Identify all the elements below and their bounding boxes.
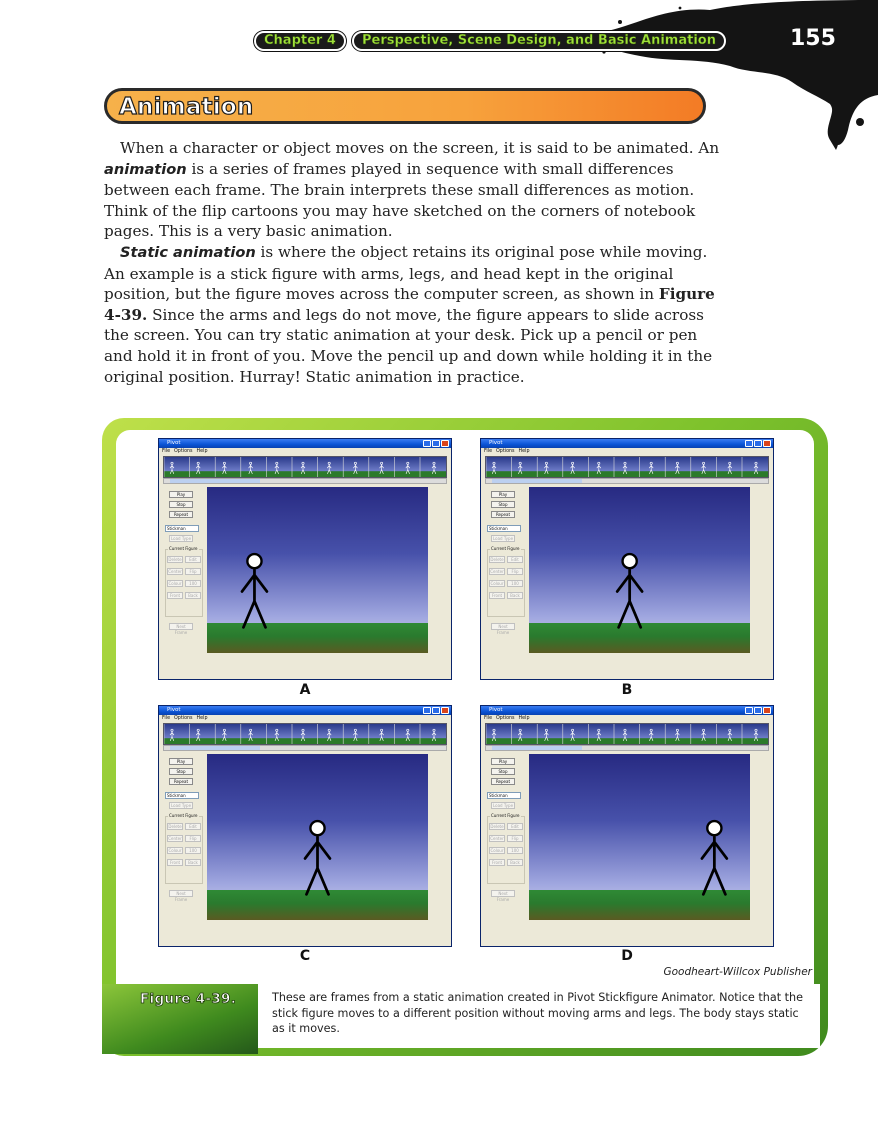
- thumbnail-stickman: [544, 729, 548, 741]
- timeline-thumbnails: [486, 724, 768, 744]
- thumbnail-stickman: [544, 462, 548, 474]
- pivot-window-d: [480, 705, 774, 947]
- thumbnail-stickman: [675, 729, 679, 741]
- vertical-scrollbar[interactable]: [430, 754, 436, 944]
- thumbnail-stickman: [406, 729, 410, 741]
- stick-figure-layer: [207, 487, 428, 653]
- title-bar: [481, 439, 773, 448]
- thumbnail-stickman: [518, 462, 522, 474]
- thumbnail-stickman: [353, 729, 357, 741]
- scrollbar-thumb[interactable]: [170, 479, 260, 483]
- control-panel: [163, 754, 207, 942]
- figure-action-button[interactable]: Flip: [507, 568, 523, 575]
- play-button[interactable]: Play: [491, 758, 515, 765]
- pivot-window-b: [480, 438, 774, 680]
- window-controls: [423, 440, 449, 447]
- page-number: 155: [790, 26, 836, 51]
- minimize-button[interactable]: [423, 707, 431, 714]
- panel-letter-a: A: [299, 682, 311, 698]
- chapter-label: Chapter 4: [254, 31, 346, 51]
- stop-button[interactable]: Stop: [169, 501, 193, 508]
- thumbnail-stickman: [275, 729, 279, 741]
- figure-action-button[interactable]: 100: [507, 580, 523, 587]
- thumbnail-stickman: [327, 462, 331, 474]
- minimize-button[interactable]: [745, 707, 753, 714]
- stick-figure-head[interactable]: [311, 821, 325, 835]
- figure-action-button[interactable]: Edit: [185, 556, 201, 563]
- stick-figure-head[interactable]: [248, 554, 262, 568]
- figure-action-button[interactable]: Back: [507, 592, 523, 599]
- figure-action-button[interactable]: Flip: [185, 835, 201, 842]
- animation-canvas[interactable]: [529, 754, 750, 920]
- window-controls: [745, 707, 771, 714]
- load-type-button[interactable]: Load Type: [492, 803, 514, 808]
- current-figure-label: Current Figure: [169, 546, 198, 551]
- figure-action-button[interactable]: 100: [185, 580, 201, 587]
- vertical-scrollbar[interactable]: [752, 487, 758, 677]
- minimize-button[interactable]: [745, 440, 753, 447]
- menu-item-options[interactable]: Options: [174, 716, 193, 721]
- figure-action-button[interactable]: Front: [167, 592, 183, 599]
- thumbnail-stickman: [492, 462, 496, 474]
- load-type-button[interactable]: Load Type: [170, 803, 192, 808]
- vertical-scrollbar[interactable]: [752, 754, 758, 944]
- figure-type-select[interactable]: Stickman: [487, 525, 521, 532]
- figure-action-button[interactable]: Flip: [507, 835, 523, 842]
- thumbnail-stickman: [380, 729, 384, 741]
- timeline-scrollbar[interactable]: [485, 745, 769, 751]
- window-title: Pivot: [167, 440, 181, 446]
- thumbnail-stickman: [623, 462, 627, 474]
- figure-action-button[interactable]: Back: [185, 859, 201, 866]
- next-frame-button[interactable]: Next Frame: [491, 890, 515, 897]
- thumbnail-stickman: [170, 729, 174, 741]
- thumbnail-stickman: [301, 729, 305, 741]
- vertical-scrollbar[interactable]: [430, 487, 436, 677]
- close-button[interactable]: [763, 440, 771, 447]
- menu-item-help[interactable]: Help: [518, 449, 530, 454]
- section-title: Animation: [119, 94, 254, 120]
- thumbnail-stickman: [702, 729, 706, 741]
- stick-figure-layer: [529, 754, 750, 920]
- menu-item-options[interactable]: Options: [174, 449, 193, 454]
- repeat-checkbox[interactable]: Repeat: [491, 778, 515, 785]
- current-figure-label: Current Figure: [491, 546, 520, 551]
- figure-action-button[interactable]: Edit: [507, 556, 523, 563]
- figure-action-button[interactable]: Back: [185, 592, 201, 599]
- thumbnail-stickman: [728, 729, 732, 741]
- figure-action-button[interactable]: Front: [489, 592, 505, 599]
- figure-action-button[interactable]: Colour: [490, 848, 504, 853]
- load-type-button[interactable]: Load Type: [492, 536, 514, 541]
- menu-item-file[interactable]: File: [162, 716, 171, 721]
- thumbnail-stickman: [597, 729, 601, 741]
- panel-letter-d: D: [621, 948, 633, 964]
- thumbnail-stickman: [571, 729, 575, 741]
- play-button[interactable]: Play: [491, 491, 515, 498]
- thumbnail-stickman: [222, 462, 226, 474]
- timeline-scrollbar[interactable]: [163, 745, 447, 751]
- play-button[interactable]: Play: [169, 491, 193, 498]
- stick-figure-layer: [529, 487, 750, 653]
- repeat-checkbox[interactable]: Repeat: [169, 511, 193, 518]
- current-figure-group: [487, 546, 525, 617]
- figure-action-button[interactable]: Flip: [185, 568, 201, 575]
- thumbnail-stickman: [406, 462, 410, 474]
- window-title: Pivot: [489, 707, 503, 713]
- maximize-button[interactable]: [432, 707, 440, 714]
- figure-action-button[interactable]: Center: [490, 836, 504, 841]
- figure-action-button[interactable]: Front: [489, 859, 505, 866]
- thumbnail-stickman: [353, 462, 357, 474]
- repeat-checkbox[interactable]: Repeat: [491, 511, 515, 518]
- animation-canvas[interactable]: [207, 487, 428, 653]
- current-figure-group: [165, 813, 203, 884]
- animation-canvas[interactable]: [529, 487, 750, 653]
- figure-action-button[interactable]: Colour: [168, 581, 182, 586]
- thumbnail-stickman: [196, 729, 200, 741]
- scrollbar-thumb[interactable]: [492, 479, 582, 483]
- timeline-thumbnails: [164, 457, 446, 477]
- thumbnail-stickman: [571, 462, 575, 474]
- menu-item-file[interactable]: File: [484, 449, 493, 454]
- pivot-window-c: [158, 705, 452, 947]
- figure-label: Figure 4-39.: [140, 991, 237, 1007]
- figure-action-button[interactable]: Delete: [168, 824, 182, 829]
- ink-splatter-graphic: [560, 0, 878, 160]
- window-title: Pivot: [489, 440, 503, 446]
- figure-action-button[interactable]: Center: [168, 836, 182, 841]
- control-panel: [163, 487, 207, 675]
- current-figure-group: [165, 546, 203, 617]
- figure-caption: These are frames from a static animation created in Pivot Stickfigure Animator. Notice that the stick figure moves to a different position without moving arms and legs. The body stays static as it moves.: [272, 991, 804, 1035]
- thumbnail-stickman: [249, 462, 253, 474]
- chapter-title: Perspective, Scene Design, and Basic Animation: [352, 31, 726, 51]
- thumbnail-stickman: [702, 462, 706, 474]
- thumbnail-stickman: [170, 462, 174, 474]
- section-heading-bar: [104, 88, 706, 124]
- thumbnail-stickman: [275, 462, 279, 474]
- figure-action-button[interactable]: Edit: [185, 823, 201, 830]
- current-figure-label: Current Figure: [491, 813, 520, 818]
- close-button[interactable]: [763, 707, 771, 714]
- body-text: [104, 138, 724, 387]
- menu-item-options[interactable]: Options: [496, 449, 515, 454]
- paragraph-static-animation: Static animation is where the object retains its original pose while moving. An example is a stick figure with arms, legs, and head kept in the original position, but the figure moves across the computer screen, as shown in Figure 4-39. Since the arms and legs do not move, the figure appears to slide across the screen. You can try static animation at your desk. Pick up a pencil or pen and hold it in front of you. Move the pencil up and down while holding it in the original position. Hurray! Static animation in practice.: [104, 242, 715, 386]
- thumbnail-stickman: [728, 462, 732, 474]
- figure-type-select[interactable]: Stickman: [165, 525, 199, 532]
- panel-letter-c: C: [299, 948, 311, 964]
- thumbnail-stickman: [754, 462, 758, 474]
- thumbnail-stickman: [380, 462, 384, 474]
- current-figure-group: [487, 813, 525, 884]
- timeline-scrollbar[interactable]: [485, 478, 769, 484]
- thumbnail-stickman: [649, 729, 653, 741]
- figure-credit: Goodheart-Willcox Publisher: [663, 966, 812, 978]
- pivot-window-a: [158, 438, 452, 680]
- figure-action-button[interactable]: Colour: [490, 581, 504, 586]
- menu-item-help[interactable]: Help: [518, 716, 530, 721]
- thumbnail-stickman: [301, 462, 305, 474]
- figure-type-select[interactable]: Stickman: [165, 792, 199, 799]
- timeline-thumbnails: [486, 457, 768, 477]
- maximize-button[interactable]: [754, 707, 762, 714]
- repeat-checkbox[interactable]: Repeat: [169, 778, 193, 785]
- frame-timeline[interactable]: [163, 456, 447, 478]
- next-frame-button[interactable]: Next Frame: [169, 890, 193, 897]
- minimize-button[interactable]: [423, 440, 431, 447]
- maximize-button[interactable]: [754, 440, 762, 447]
- frame-timeline[interactable]: [163, 723, 447, 745]
- thumbnail-stickman: [196, 462, 200, 474]
- window-controls: [745, 440, 771, 447]
- thumbnail-stickman: [597, 462, 601, 474]
- window-controls: [423, 707, 449, 714]
- scrollbar-thumb[interactable]: [492, 746, 582, 750]
- thumbnail-stickman: [327, 729, 331, 741]
- thumbnail-stickman: [222, 729, 226, 741]
- control-panel: [485, 754, 529, 942]
- thumbnail-stickman: [649, 462, 653, 474]
- figure-type-select[interactable]: Stickman: [487, 792, 521, 799]
- stop-button[interactable]: Stop: [491, 501, 515, 508]
- frame-timeline[interactable]: [485, 723, 769, 745]
- stick-figure-layer: [207, 754, 428, 920]
- stop-button[interactable]: Stop: [491, 768, 515, 775]
- figure-action-button[interactable]: Colour: [168, 848, 182, 853]
- maximize-button[interactable]: [432, 440, 440, 447]
- menu-item-file[interactable]: File: [484, 716, 493, 721]
- title-bar: [159, 439, 451, 448]
- title-bar: [481, 706, 773, 715]
- figure-action-button[interactable]: Delete: [490, 824, 504, 829]
- frame-timeline[interactable]: [485, 456, 769, 478]
- paragraph-animation: When a character or object moves on the screen, it is said to be animated. An animation is a series of frames played in sequence with small differences between each frame. The brain interprets these small differences as motion. Think of the flip cartoons you may have sketched on the corners of notebook pages. This is a very basic animation.: [104, 139, 720, 241]
- menu-item-options[interactable]: Options: [496, 716, 515, 721]
- menu-bar: [484, 715, 529, 723]
- figure-action-button[interactable]: Edit: [507, 823, 523, 830]
- figure-action-button[interactable]: Back: [507, 859, 523, 866]
- figure-reference: Figure 4-39.: [104, 285, 715, 324]
- thumbnail-stickman: [249, 729, 253, 741]
- thumbnail-stickman: [623, 729, 627, 741]
- menu-bar: [162, 715, 207, 723]
- figure-action-button[interactable]: Center: [168, 569, 182, 574]
- thumbnail-stickman: [432, 462, 436, 474]
- next-frame-button[interactable]: Next Frame: [491, 623, 515, 630]
- menu-item-help[interactable]: Help: [196, 716, 208, 721]
- figure-action-button[interactable]: Delete: [168, 557, 182, 562]
- next-frame-button[interactable]: Next Frame: [169, 623, 193, 630]
- figure-action-button[interactable]: Center: [490, 569, 504, 574]
- scrollbar-thumb[interactable]: [170, 746, 260, 750]
- figure-action-button[interactable]: 100: [185, 847, 201, 854]
- title-bar: [159, 706, 451, 715]
- thumbnail-stickman: [518, 729, 522, 741]
- thumbnail-stickman: [675, 462, 679, 474]
- menu-item-file[interactable]: File: [162, 449, 171, 454]
- menu-item-help[interactable]: Help: [196, 449, 208, 454]
- close-button[interactable]: [441, 707, 449, 714]
- play-button[interactable]: Play: [169, 758, 193, 765]
- figure-action-button[interactable]: 100: [507, 847, 523, 854]
- menu-bar: [484, 448, 529, 456]
- window-title: Pivot: [167, 707, 181, 713]
- figure-action-button[interactable]: Delete: [490, 557, 504, 562]
- term-animation: animation: [104, 160, 187, 178]
- menu-bar: [162, 448, 207, 456]
- control-panel: [485, 487, 529, 675]
- stop-button[interactable]: Stop: [169, 768, 193, 775]
- current-figure-label: Current Figure: [169, 813, 198, 818]
- timeline-scrollbar[interactable]: [163, 478, 447, 484]
- timeline-thumbnails: [164, 724, 446, 744]
- close-button[interactable]: [441, 440, 449, 447]
- thumbnail-stickman: [492, 729, 496, 741]
- thumbnail-stickman: [432, 729, 436, 741]
- term-static-animation: Static animation: [120, 243, 256, 261]
- thumbnail-stickman: [754, 729, 758, 741]
- panel-letter-b: B: [621, 682, 633, 698]
- load-type-button[interactable]: Load Type: [170, 536, 192, 541]
- animation-canvas[interactable]: [207, 754, 428, 920]
- stick-figure-head[interactable]: [707, 821, 721, 835]
- stick-figure-head[interactable]: [623, 554, 637, 568]
- figure-action-button[interactable]: Front: [167, 859, 183, 866]
